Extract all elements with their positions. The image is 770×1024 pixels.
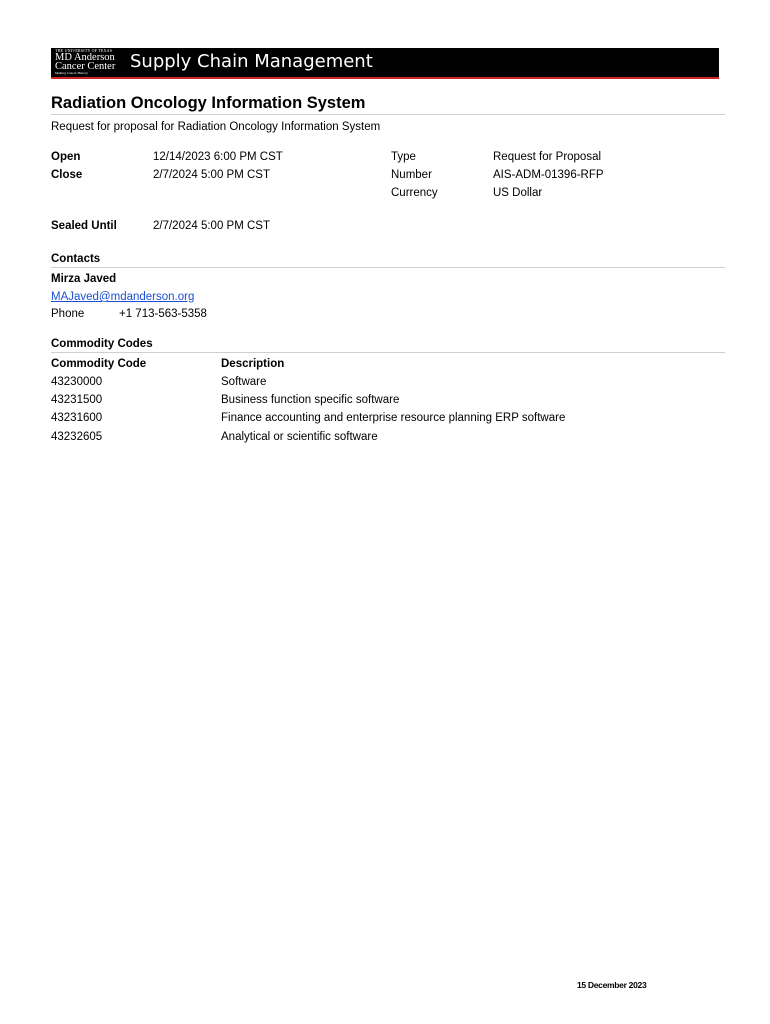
close-label: Close <box>51 169 83 181</box>
sealed-until-value: 2/7/2024 5:00 PM CST <box>153 220 270 232</box>
open-label: Open <box>51 151 81 163</box>
commodity-code-cell: 43230000 <box>51 376 103 388</box>
phone-label: Phone <box>51 308 85 320</box>
contacts-heading: Contacts <box>51 253 101 265</box>
number-label: Number <box>391 169 432 181</box>
title-divider <box>51 114 725 115</box>
md-anderson-logo <box>55 49 123 76</box>
commodity-description-cell: Analytical or scientific software <box>221 431 378 443</box>
logo-line-2: Cancer Center <box>55 61 116 72</box>
contacts-divider <box>51 267 725 268</box>
sealed-until-label: Sealed Until <box>51 220 117 232</box>
currency-value: US Dollar <box>493 187 543 199</box>
commodity-code-column-header: Commodity Code <box>51 358 147 370</box>
commodity-code-cell: 43232605 <box>51 431 103 443</box>
contact-name: Mirza Javed <box>51 273 117 285</box>
currency-label: Currency <box>391 187 438 199</box>
open-value: 12/14/2023 6:00 PM CST <box>153 151 283 163</box>
commodity-description-cell: Software <box>221 376 267 388</box>
header-banner <box>51 48 719 79</box>
commodity-code-cell: 43231500 <box>51 394 103 406</box>
type-value: Request for Proposal <box>493 151 602 163</box>
commodity-codes-heading: Commodity Codes <box>51 338 153 350</box>
logo-line-1: MD Anderson <box>55 52 115 63</box>
page-title: Radiation Oncology Information System <box>51 94 366 112</box>
banner-title: Supply Chain Management <box>130 51 373 72</box>
number-value: AIS-ADM-01396-RFP <box>493 169 604 181</box>
type-label: Type <box>391 151 416 163</box>
commodity-description-cell: Business function specific software <box>221 394 400 406</box>
page-subtitle: Request for proposal for Radiation Oncology Information System <box>51 121 381 133</box>
logo-tagline: Making Cancer History <box>55 71 89 75</box>
contact-email-link[interactable]: MAJaved@mdanderson.org <box>51 291 195 303</box>
commodity-divider <box>51 352 725 353</box>
phone-value: +1 713-563-5358 <box>119 308 207 320</box>
footer-date: 15 December 2023 <box>577 980 647 990</box>
commodity-description-cell: Finance accounting and enterprise resource planning ERP software <box>221 412 566 424</box>
logo-university-line: THE UNIVERSITY OF TEXAS <box>55 48 113 53</box>
close-value: 2/7/2024 5:00 PM CST <box>153 169 270 181</box>
description-column-header: Description <box>221 358 285 370</box>
commodity-code-cell: 43231600 <box>51 412 103 424</box>
